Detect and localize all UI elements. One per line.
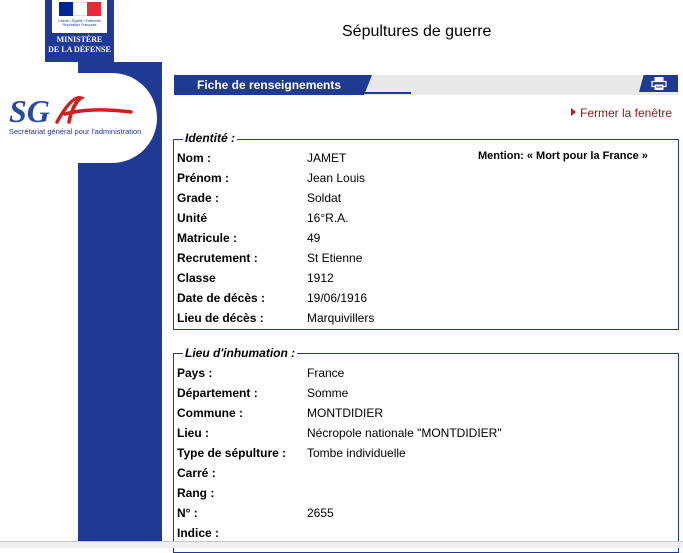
field-label: Grade : (177, 191, 220, 205)
field-label: Pays : (177, 366, 213, 380)
field-label: Unité (177, 211, 207, 225)
field-label: Lieu de décès : (177, 311, 264, 325)
field-value: MONTDIDIER (307, 406, 383, 420)
inhumation-legend: Lieu d'inhumation : (185, 346, 296, 360)
ministry-name: MINISTÈRE DE LA DÉFENSE (48, 35, 111, 54)
identite-legend: Identité : (185, 131, 235, 145)
field-value: 16°R.A. (307, 211, 349, 225)
field-value: 2655 (307, 506, 334, 520)
french-flag-icon (59, 2, 101, 16)
field-label: Commune : (177, 406, 243, 420)
field-value: Tombe individuelle (307, 446, 406, 460)
field-label: N° : (177, 506, 198, 520)
mention-label: Mention: « Mort pour la France » (478, 150, 648, 162)
sga-logo (9, 94, 139, 128)
field-value: France (307, 366, 345, 380)
field-label: Type de sépulture : (177, 446, 287, 460)
ministry-logo-flag-box (52, 0, 107, 33)
field-label: Carré : (177, 466, 216, 480)
close-window-label: Fermer la fenêtre (580, 106, 673, 120)
field-label: Lieu : (177, 426, 209, 440)
field-value: 1912 (307, 271, 334, 285)
field-value: Somme (307, 386, 349, 400)
sga-caption: Secrétariat général pour l'administration (9, 127, 142, 136)
svg-text:SG: SG (9, 94, 50, 128)
field-label: Indice : (177, 526, 220, 540)
arrow-right-icon (571, 108, 576, 116)
field-label: Prénom : (177, 171, 230, 185)
printer-icon[interactable] (651, 77, 667, 90)
field-value: 19/06/1916 (307, 291, 368, 305)
field-value: St Etienne (307, 251, 363, 265)
field-value: 49 (307, 231, 321, 245)
field-label: Recrutement : (177, 251, 258, 265)
field-value: Soldat (307, 191, 342, 205)
republic-motto: Liberté • Égalité • Fraternité République Française (58, 19, 101, 27)
ministry-logo (45, 0, 114, 62)
field-value: Nécropole nationale "MONTDIDIER" (307, 426, 502, 440)
field-value: Jean Louis (307, 171, 366, 185)
field-label: Nom : (177, 151, 211, 165)
field-label: Rang : (177, 486, 215, 500)
field-label: Classe (177, 271, 216, 285)
field-label: Matricule : (177, 231, 238, 245)
field-label: Département : (177, 386, 258, 400)
page-title: Sépultures de guerre (342, 23, 492, 40)
tab-fiche-label: Fiche de renseignements (197, 78, 342, 92)
tab-underline (364, 92, 411, 94)
field-value: JAMET (307, 151, 347, 165)
field-value: Marquivillers (307, 311, 375, 325)
close-window-link[interactable] (571, 106, 672, 120)
field-label: Date de décès : (177, 291, 266, 305)
sga-logo-graphic (9, 94, 139, 128)
